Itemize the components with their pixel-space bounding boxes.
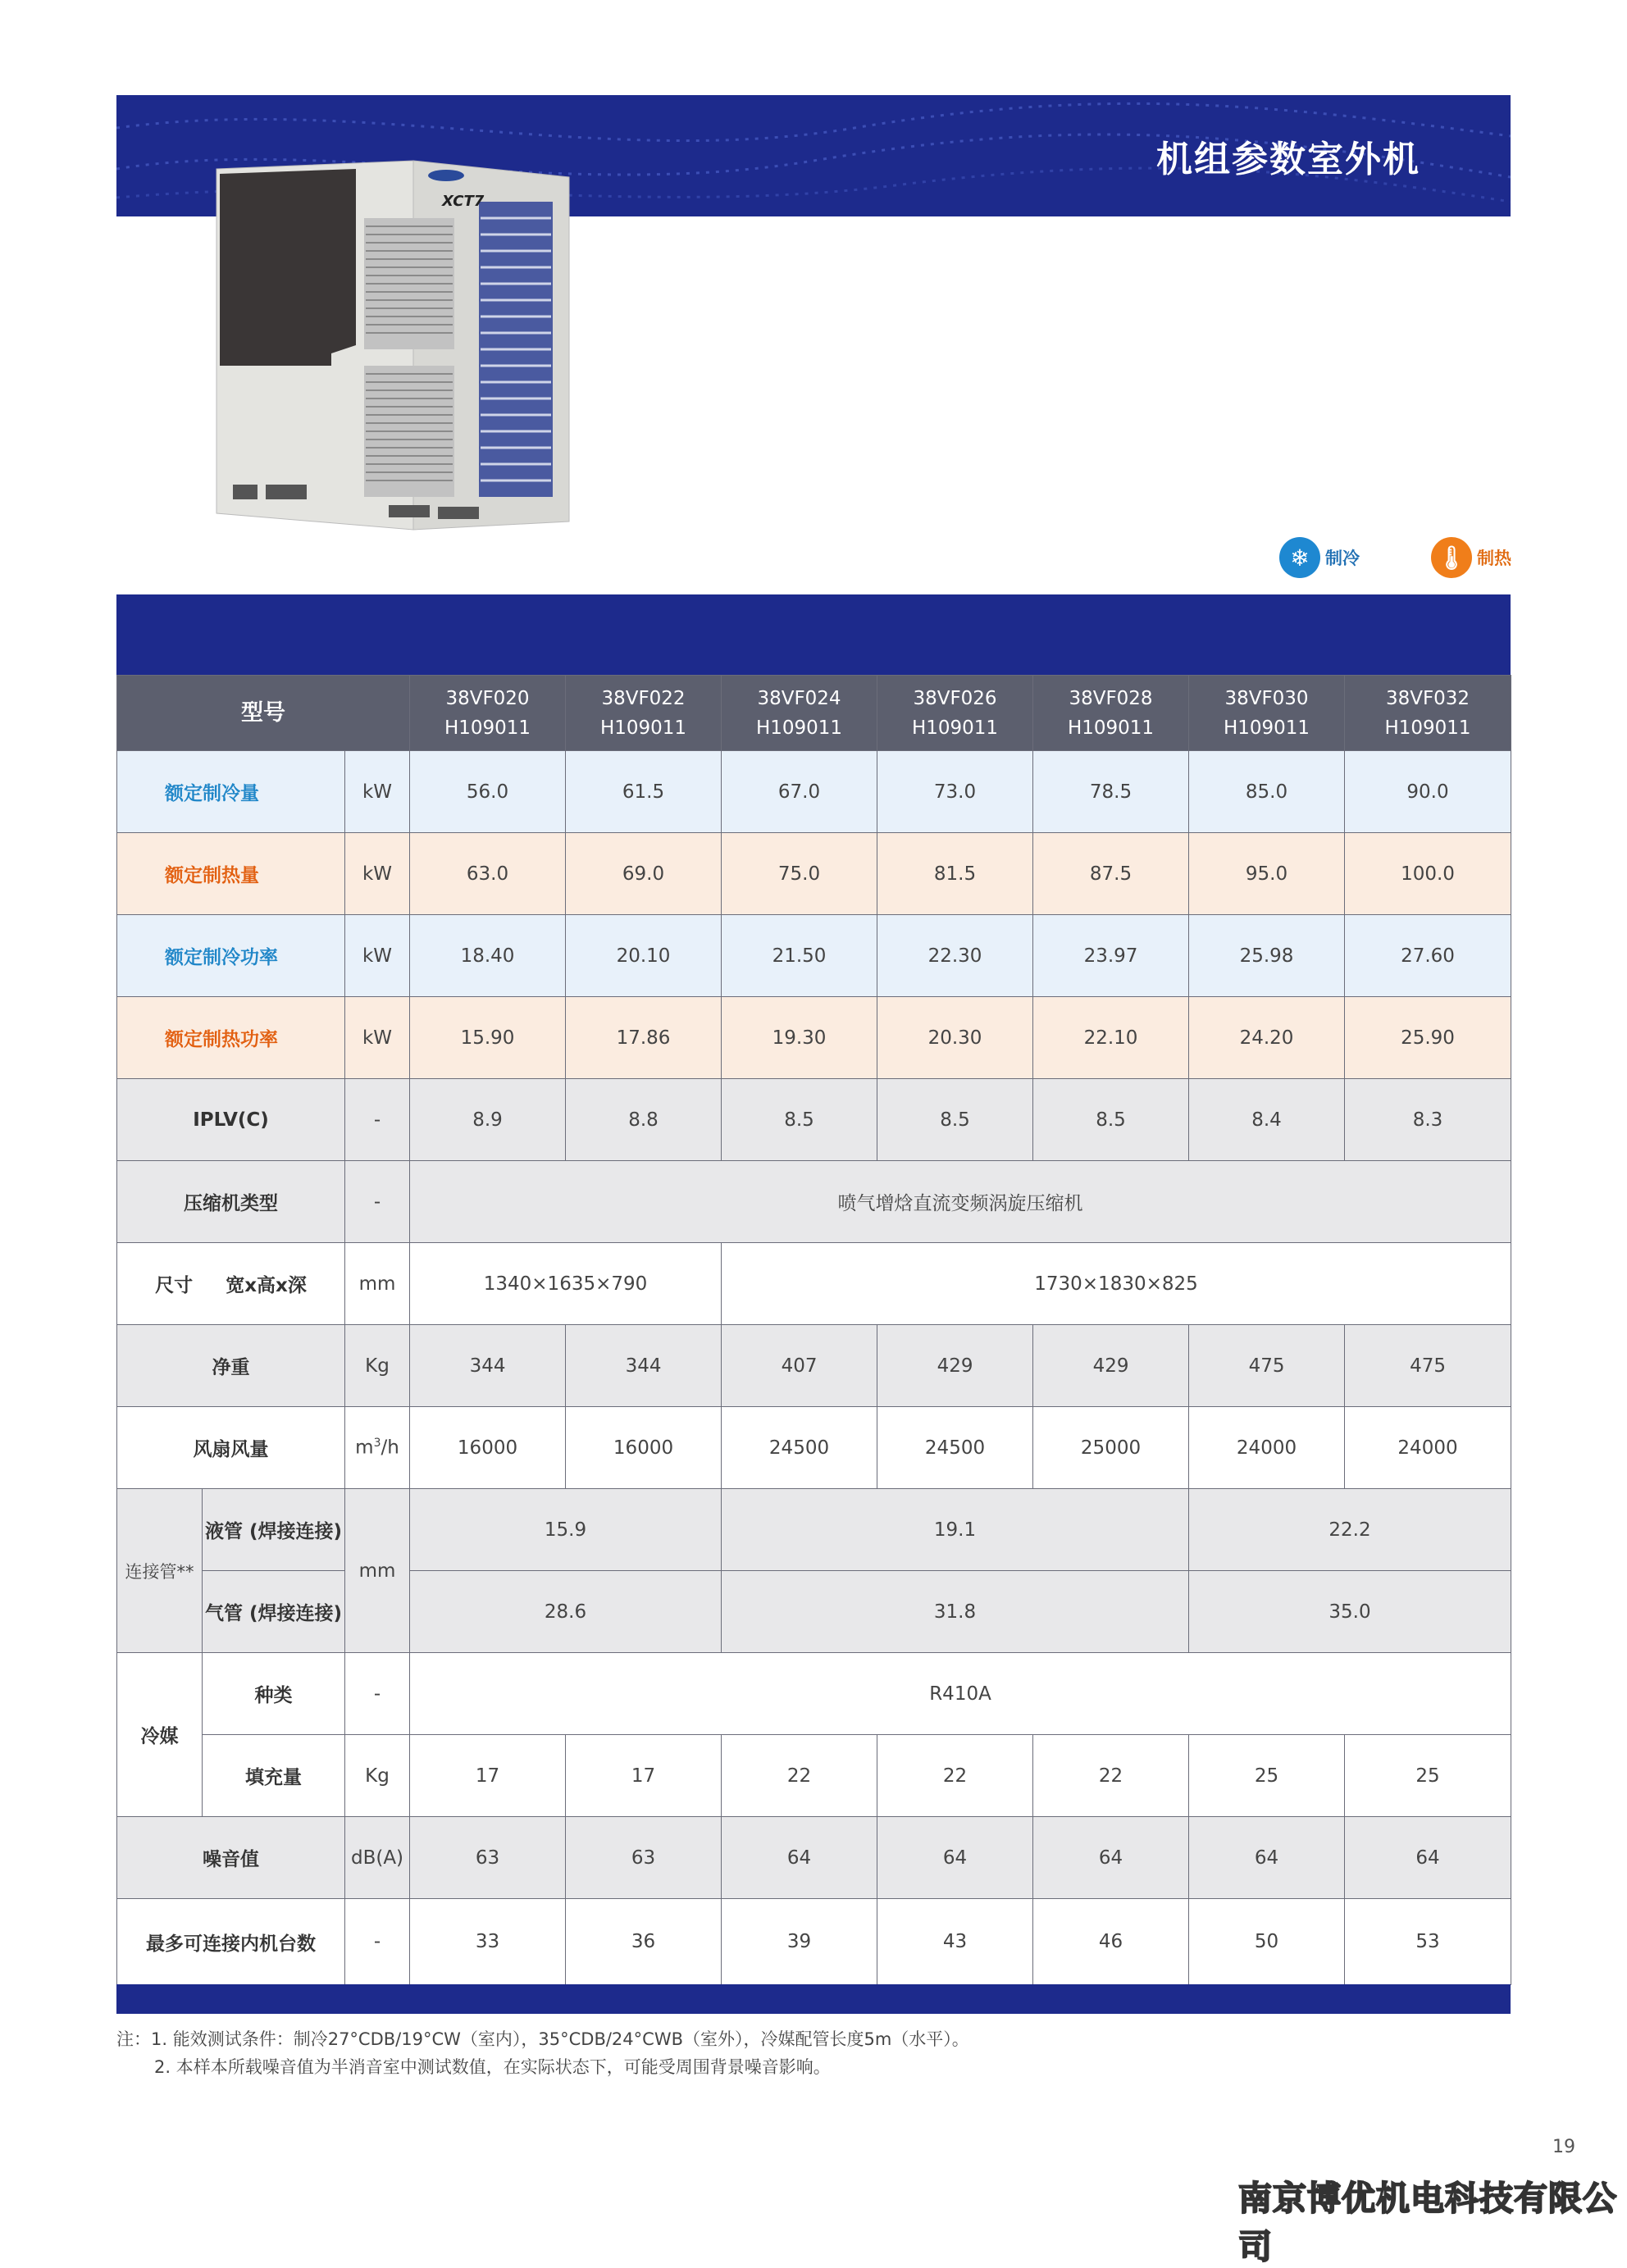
legend-heating [1431, 537, 1511, 578]
value-cell: 31.8 [722, 1571, 1189, 1653]
value-cell: 25000 [1033, 1407, 1189, 1489]
dimension-value: 1730×1830×825 [722, 1243, 1511, 1325]
unit-cell: mm [345, 1489, 410, 1653]
value-cell: 78.5 [1033, 751, 1189, 833]
value-cell: 73.0 [877, 751, 1033, 833]
value-cell: 25.98 [1189, 915, 1345, 997]
value-cell: 429 [1033, 1325, 1189, 1407]
value-cell: 27.60 [1345, 915, 1511, 997]
row-label: 风扇风量 [117, 1407, 345, 1489]
value-cell: 64 [1189, 1817, 1345, 1899]
value-cell: 33 [410, 1899, 566, 1985]
value-cell: 24.20 [1189, 997, 1345, 1079]
value-cell: 64 [722, 1817, 877, 1899]
compressor-value: 喷气增焓直流变频涡旋压缩机 [410, 1161, 1511, 1243]
value-cell: 85.0 [1189, 751, 1345, 833]
value-cell: 25.90 [1345, 997, 1511, 1079]
row-label: 种类 [203, 1653, 345, 1735]
value-cell: 344 [566, 1325, 722, 1407]
table-row [117, 1817, 1511, 1899]
row-label: 额定制热量 [117, 833, 345, 915]
value-cell: 15.9 [410, 1489, 722, 1571]
page-number: 19 [1552, 2137, 1575, 2157]
table-row [117, 1325, 1511, 1407]
table-row [117, 676, 1511, 751]
unit-cell: kW [345, 751, 410, 833]
value-cell: 16000 [566, 1407, 722, 1489]
model-cell: 38VF024 H109011 [722, 676, 877, 751]
unit-cell: - [345, 1899, 410, 1985]
value-cell: 15.90 [410, 997, 566, 1079]
value-cell: 344 [410, 1325, 566, 1407]
value-cell: 63 [566, 1817, 722, 1899]
table-row [117, 1243, 1511, 1325]
table-row [117, 1571, 1511, 1653]
value-cell: 87.5 [1033, 833, 1189, 915]
dimension-value: 1340×1635×790 [410, 1243, 722, 1325]
value-cell: 36 [566, 1899, 722, 1985]
row-label: 填充量 [203, 1735, 345, 1817]
value-cell: 8.5 [877, 1079, 1033, 1161]
value-cell: 35.0 [1189, 1571, 1511, 1653]
value-cell: 407 [722, 1325, 877, 1407]
value-cell: 8.5 [1033, 1079, 1189, 1161]
model-label: 型号 [117, 676, 410, 751]
model-cell: 38VF030 H109011 [1189, 676, 1345, 751]
model-cell: 38VF022 H109011 [566, 676, 722, 751]
value-cell: 69.0 [566, 833, 722, 915]
refrigerant-type-value: R410A [410, 1653, 1511, 1735]
footnote-2: 2. 本样本所载噪音值为半消音室中测试数值，在实际状态下，可能受周围背景噪音影响。 [154, 2057, 831, 2077]
value-cell: 50 [1189, 1899, 1345, 1985]
page-title: 机组参数室外机 [1156, 139, 1420, 180]
table-footer-bar [116, 1984, 1511, 2014]
value-cell: 21.50 [722, 915, 877, 997]
value-cell: 16000 [410, 1407, 566, 1489]
table-row [117, 1735, 1511, 1817]
value-cell: 81.5 [877, 833, 1033, 915]
unit-cell: mm [345, 1243, 410, 1325]
value-cell: 8.3 [1345, 1079, 1511, 1161]
value-cell: 25 [1345, 1735, 1511, 1817]
row-label: 压缩机类型 [117, 1161, 345, 1243]
value-cell: 17.86 [566, 997, 722, 1079]
row-label: 噪音值 [117, 1817, 345, 1899]
row-label: 额定制热功率 [117, 997, 345, 1079]
unit-cell: kW [345, 833, 410, 915]
value-cell: 8.9 [410, 1079, 566, 1161]
row-label: 净重 [117, 1325, 345, 1407]
refrigerant-group-label: 冷媒 [117, 1653, 203, 1817]
value-cell: 475 [1189, 1325, 1345, 1407]
value-cell: 63 [410, 1817, 566, 1899]
table-row [117, 1079, 1511, 1161]
thermometer-icon: 🌡 [1431, 537, 1472, 578]
unit-cell: dB(A) [345, 1817, 410, 1899]
value-cell: 63.0 [410, 833, 566, 915]
table-row [117, 1899, 1511, 1985]
row-label: 液管 (焊接连接) [203, 1489, 345, 1571]
unit-cell: kW [345, 915, 410, 997]
unit-cell: - [345, 1161, 410, 1243]
model-cell: 38VF020 H109011 [410, 676, 566, 751]
value-cell: 24500 [722, 1407, 877, 1489]
model-cell: 38VF026 H109011 [877, 676, 1033, 751]
legend-cooling [1279, 537, 1360, 578]
table-row [117, 1161, 1511, 1243]
model-cell: 38VF028 H109011 [1033, 676, 1189, 751]
row-label: 额定制冷量 [117, 751, 345, 833]
value-cell: 28.6 [410, 1571, 722, 1653]
value-cell: 22 [1033, 1735, 1189, 1817]
value-cell: 17 [410, 1735, 566, 1817]
value-cell: 24000 [1189, 1407, 1345, 1489]
footnotes [116, 2025, 969, 2081]
row-label: 气管 (焊接连接) [203, 1571, 345, 1653]
unit-cell: - [345, 1653, 410, 1735]
table-row [117, 1489, 1511, 1571]
legend-heating-label: 制热 [1477, 549, 1511, 568]
value-cell: 429 [877, 1325, 1033, 1407]
unit-brand-mark: XCT7 [442, 193, 485, 210]
snowflake-icon: ❄ [1279, 537, 1320, 578]
unit-cell: $m^3/h$ [345, 1407, 410, 1489]
row-label: IPLV(C) [117, 1079, 345, 1161]
value-cell: 61.5 [566, 751, 722, 833]
value-cell: 23.97 [1033, 915, 1189, 997]
value-cell: 24500 [877, 1407, 1033, 1489]
table-row [117, 751, 1511, 833]
table-row [117, 1407, 1511, 1489]
footnote-1: 注：1. 能效测试条件：制冷27°CDB/19°CW（室内），35°CDB/24°CWB（室外），冷媒配管长度5m（水平）。 [116, 2029, 969, 2049]
value-cell: 20.30 [877, 997, 1033, 1079]
pipe-group-label: 连接管** [117, 1489, 203, 1653]
value-cell: 22.10 [1033, 997, 1189, 1079]
value-cell: 24000 [1345, 1407, 1511, 1489]
value-cell: 64 [877, 1817, 1033, 1899]
value-cell: 64 [1345, 1817, 1511, 1899]
value-cell: 22.30 [877, 915, 1033, 997]
value-cell: 56.0 [410, 751, 566, 833]
row-label: 额定制冷功率 [117, 915, 345, 997]
row-label: 最多可连接内机台数 [117, 1899, 345, 1985]
table-row [117, 997, 1511, 1079]
value-cell: 75.0 [722, 833, 877, 915]
value-cell: 43 [877, 1899, 1033, 1985]
model-cell: 38VF032 H109011 [1345, 676, 1511, 751]
spec-table [116, 675, 1511, 1985]
value-cell: 19.30 [722, 997, 877, 1079]
table-row [117, 1653, 1511, 1735]
unit-cell: - [345, 1079, 410, 1161]
value-cell: 18.40 [410, 915, 566, 997]
value-cell: 39 [722, 1899, 877, 1985]
value-cell: 8.5 [722, 1079, 877, 1161]
value-cell: 22.2 [1189, 1489, 1511, 1571]
table-row [117, 915, 1511, 997]
value-cell: 475 [1345, 1325, 1511, 1407]
unit-cell: Kg [345, 1325, 410, 1407]
value-cell: 46 [1033, 1899, 1189, 1985]
value-cell: 64 [1033, 1817, 1189, 1899]
value-cell: 53 [1345, 1899, 1511, 1985]
value-cell: 17 [566, 1735, 722, 1817]
value-cell: 22 [722, 1735, 877, 1817]
outdoor-unit-image [208, 153, 582, 538]
value-cell: 8.4 [1189, 1079, 1345, 1161]
value-cell: 95.0 [1189, 833, 1345, 915]
value-cell: 25 [1189, 1735, 1345, 1817]
value-cell: 100.0 [1345, 833, 1511, 915]
company-name: 南京博优机电科技有限公司 [1238, 2179, 1617, 2266]
value-cell: 67.0 [722, 751, 877, 833]
value-cell: 8.8 [566, 1079, 722, 1161]
value-cell: 90.0 [1345, 751, 1511, 833]
unit-cell: Kg [345, 1735, 410, 1817]
value-cell: 20.10 [566, 915, 722, 997]
value-cell: 22 [877, 1735, 1033, 1817]
row-label: 尺寸 宽x高x深 [117, 1243, 345, 1325]
unit-cell: kW [345, 997, 410, 1079]
table-row [117, 833, 1511, 915]
table-header-bar [116, 594, 1511, 675]
value-cell: 19.1 [722, 1489, 1189, 1571]
legend-cooling-label: 制冷 [1325, 549, 1360, 568]
